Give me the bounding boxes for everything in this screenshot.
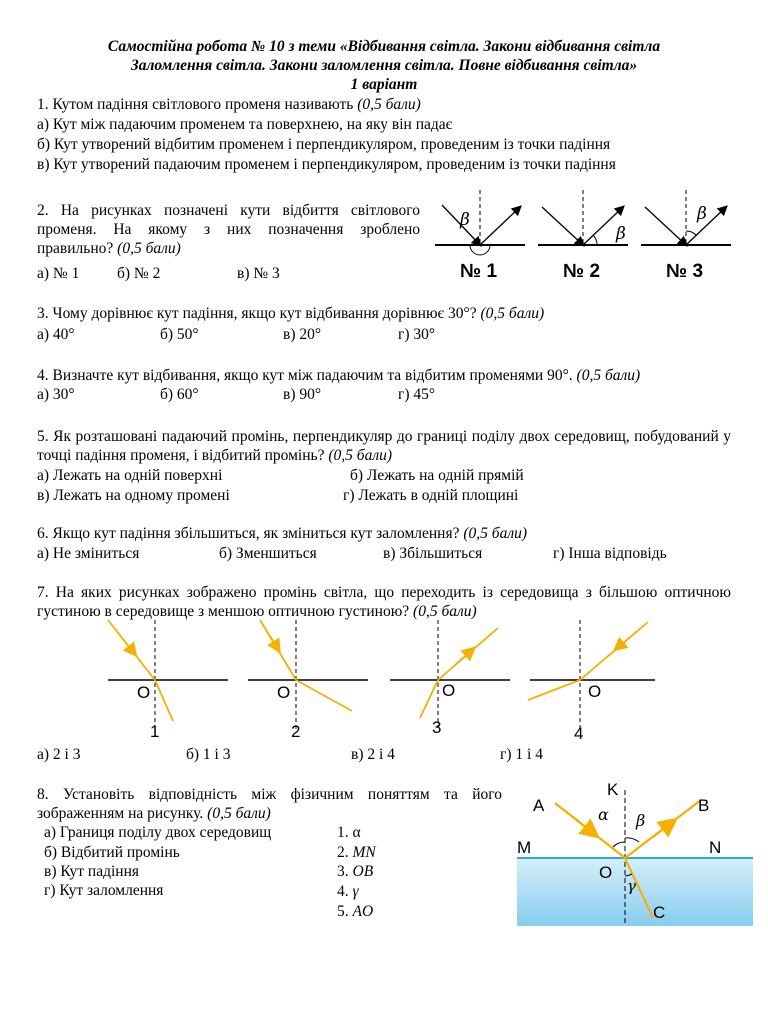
q6-option-c: в) Збільшиться: [383, 545, 483, 562]
q7-fig4-num: 4: [574, 724, 584, 743]
q8-question: 8. Установіть відповідність між фізичним поняттям та його зображенням на рисунку. (0,5 бали): [37, 786, 502, 822]
q7-option-a: а) 2 і 3: [37, 746, 81, 763]
q4-option-b: б) 60°: [160, 386, 199, 403]
q2-option-c: в) № 3: [237, 265, 280, 282]
q6-option-b: б) Зменшиться: [219, 545, 317, 562]
q4-option-a: а) 30°: [37, 386, 75, 403]
q5-option-d: г) Лежать в одній площині: [343, 487, 519, 504]
q8-left-c: в) Кут падіння: [44, 863, 140, 880]
q5-question: 5. Як розташовані падаючий промінь, перпендикуляр до границі поділу двох середовищ, побудований у точці падіння променя, і відбитий промінь? (0,5 бали): [37, 428, 731, 464]
q7-fig3-o: O: [442, 681, 456, 700]
q3-option-b: б) 50°: [160, 326, 199, 343]
q3-option-c: в) 20°: [283, 326, 322, 343]
q2-option-b: б) № 2: [117, 265, 161, 282]
q8-right-4: 4. γ: [337, 883, 359, 900]
q8-right-5: 5. AO: [337, 903, 374, 920]
q3-option-a: а) 40°: [37, 326, 75, 343]
q7-fig1-num: 1: [150, 722, 160, 741]
q4-option-d: г) 45°: [398, 386, 436, 403]
q2-label-1: № 1: [460, 261, 498, 282]
q8-left-d: г) Кут заломлення: [44, 882, 164, 899]
q2-fig2-beta: β: [616, 224, 626, 244]
q2-question: 2. На рисунках позначені кути відбиття світлового променя. На якому з них позначення зроблено правильно? (0,5 бали): [37, 202, 420, 257]
q3-question: 3. Чому дорівнює кут падіння, якщо кут відбивання дорівнює 30°? (0,5 бали): [37, 305, 545, 322]
q5-option-b: б) Лежать на одній прямій: [350, 467, 524, 484]
q4-option-c: в) 90°: [283, 386, 322, 403]
q1-question: 1. Кутом падіння світлового променя називають (0,5 бали): [37, 96, 421, 113]
q8-label-n: N: [709, 838, 722, 857]
q2-figure-1: [435, 190, 525, 255]
q8-label-b: B: [698, 796, 710, 815]
q5-option-a: а) Лежать на одній поверхні: [37, 467, 223, 484]
q1-option-c: в) Кут утворений падаючим променем і перпендикуляром, проведеним із точки падіння: [37, 156, 616, 173]
q8-right-3: 3. OB: [337, 863, 374, 880]
q1-option-b: б) Кут утворений відбитим променем і перпендикуляром, проведеним із точки падіння: [37, 136, 611, 153]
q2-figure-2: [538, 190, 628, 245]
q1-option-a: а) Кут між падаючим променем та поверхнею, на яку він падає: [37, 116, 453, 133]
q2-fig3-beta: β: [697, 204, 707, 224]
q6-option-a: а) Не зміниться: [37, 545, 140, 562]
q6-question: 6. Якщо кут падіння збільшиться, як зміниться кут заломлення? (0,5 бали): [37, 525, 527, 542]
q8-label-c: C: [653, 903, 666, 922]
q5-option-c: в) Лежать на одному промені: [37, 487, 230, 504]
q8-right-2: 2. MN: [337, 844, 376, 861]
q8-left-b: б) Відбитий промінь: [44, 844, 180, 861]
q7-question: 7. На яких рисунках зображено промінь світла, що переходить із середовища з більшою оптичною густиною в середовище з меншою оптичною густиною? (0,5 бали): [37, 584, 731, 620]
q8-right-1: 1. α: [337, 824, 361, 841]
q2-figure-3: [641, 190, 731, 245]
q8-label-a: A: [533, 796, 545, 815]
q2-label-3: № 3: [666, 261, 704, 282]
variant-label: 1 варіант: [350, 76, 418, 93]
q8-left-a: а) Границя поділу двох середовищ: [44, 824, 272, 841]
q7-option-b: б) 1 і 3: [186, 746, 231, 763]
q8-alpha: α: [598, 805, 609, 824]
q7-fig2-num: 2: [291, 722, 301, 741]
q2-reflection-figure: [430, 185, 765, 285]
q7-option-d: г) 1 і 4: [500, 746, 543, 763]
q4-question: 4. Визначте кут відбивання, якщо кут між падаючим та відбитим променями 90°. (0,5 бали): [37, 367, 641, 384]
q7-refraction-figure: [100, 618, 665, 743]
q8-figure: [505, 778, 755, 926]
q7-figure-3: [390, 620, 510, 737]
q7-fig1-o: O: [137, 683, 151, 702]
q7-figure-4: [528, 620, 655, 743]
q2-fig1-beta: β: [460, 210, 470, 230]
q8-label-m: M: [517, 838, 532, 857]
q8-label-o: O: [599, 863, 613, 882]
q7-fig2-o: O: [277, 683, 291, 702]
q2-label-2: № 2: [563, 261, 601, 282]
q7-fig3-num: 3: [432, 718, 442, 737]
title-line-2: Заломлення світла. Закони заломлення світла. Повне відбивання світла»: [130, 57, 638, 74]
q7-fig4-o: O: [588, 682, 602, 701]
q8-beta: β: [636, 811, 646, 830]
q2-option-a: а) № 1: [37, 265, 80, 282]
q8-gamma: γ: [627, 877, 636, 895]
q7-figure-2: [248, 620, 368, 741]
q7-figure-1: [108, 620, 228, 741]
q3-option-d: г) 30°: [398, 326, 436, 343]
q8-label-k: K: [607, 780, 619, 799]
title-line-1: Самостійна робота № 10 з теми «Відбивання світла. Закони відбивання світла: [107, 38, 661, 55]
q7-option-c: в) 2 і 4: [351, 746, 395, 763]
q6-option-d: г) Інша відповідь: [553, 545, 667, 562]
